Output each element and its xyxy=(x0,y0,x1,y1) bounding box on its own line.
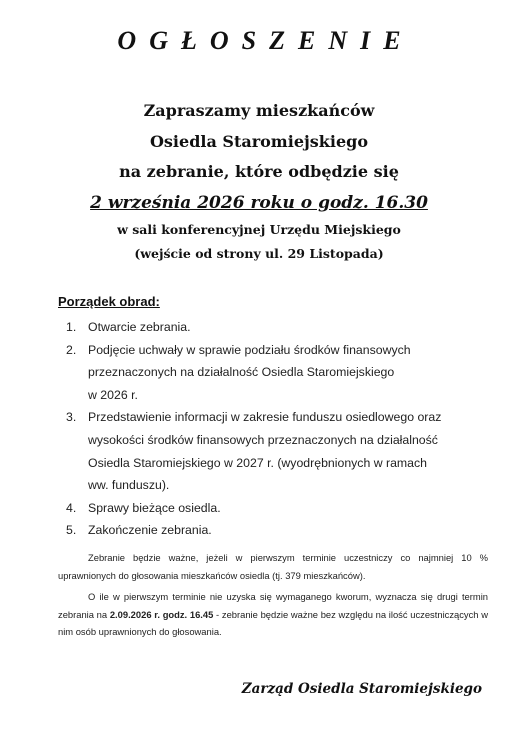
quorum-note-first-term: Zebranie będzie ważne, jeżeli w pierwszym terminie uczestniczy co najmniej 10 % uprawnionych do głosowania mieszkańców osiedla (tj. 379 mieszkańców). xyxy=(58,552,488,581)
agenda-item-text: wysokości środków finansowych przeznaczonych na działalność xyxy=(88,432,438,447)
invitation-block xyxy=(0,96,518,218)
agenda-item-text: Podjęcie uchwały w sprawie podziału środków finansowych xyxy=(88,342,411,357)
agenda-item-text: ww. funduszu). xyxy=(88,478,170,493)
invitation-line: na zebranie, które odbędzie się xyxy=(119,162,399,181)
agenda-item xyxy=(66,519,486,542)
quorum-notes xyxy=(58,549,488,645)
quorum-note-second-term xyxy=(58,588,488,641)
agenda-item xyxy=(66,316,486,339)
note-text: - zebranie będzie ważne bez względu na ilość uczestniczących w nim osób uprawnionych do głosowania. xyxy=(58,608,488,637)
meeting-date: 2 września 2026 roku o godz. 16.30 xyxy=(90,192,428,213)
note-text: O ile w pierwszym terminie nie uzyska się wymaganego kworum, wyznacza się drugi termin zebrania na xyxy=(58,591,488,620)
place-line: w sali konferencyjnej Urzędu Miejskiego xyxy=(117,222,401,237)
agenda-item-text: Osiedla Staromiejskiego w 2027 r. (wyodrębnionych w ramach xyxy=(88,455,428,470)
agenda-item-text: Przedstawienie informacji w zakresie funduszu osiedlowego oraz xyxy=(88,410,442,425)
agenda-item-number: 2. xyxy=(66,342,77,357)
agenda-item-number: 3. xyxy=(66,410,77,425)
agenda-item-number: 4. xyxy=(66,500,77,515)
agenda-item-text: Sprawy bieżące osiedla. xyxy=(88,500,221,515)
agenda-item-text: przeznaczonych na działalność Osiedla Staromiejskiego xyxy=(88,365,395,380)
agenda-item-number: 1. xyxy=(66,320,77,334)
invitation-line: Zapraszamy mieszkańców xyxy=(143,101,375,120)
place-entrance-line: (wejście od strony ul. 29 Listopada) xyxy=(134,246,384,261)
agenda-item-number: 5. xyxy=(66,523,77,538)
announcement-title: OGŁOSZENIE xyxy=(117,26,414,55)
agenda-list xyxy=(66,316,486,542)
meeting-place xyxy=(0,218,518,266)
agenda-item-text: Otwarcie zebrania. xyxy=(88,320,191,334)
agenda-title: Porządek obrad: xyxy=(58,294,160,309)
agenda-item xyxy=(66,339,486,407)
invitation-line: Osiedla Staromiejskiego xyxy=(149,131,368,151)
agenda-item xyxy=(66,497,486,520)
signature: Zarząd Osiedla Staromiejskiego xyxy=(241,681,482,697)
agenda-item-text: w 2026 r. xyxy=(88,387,138,402)
second-term-date: 2.09.2026 r. godz. 16.45 xyxy=(109,608,214,620)
agenda-item-text: Zakończenie zebrania. xyxy=(88,523,212,538)
agenda-item xyxy=(66,406,486,496)
